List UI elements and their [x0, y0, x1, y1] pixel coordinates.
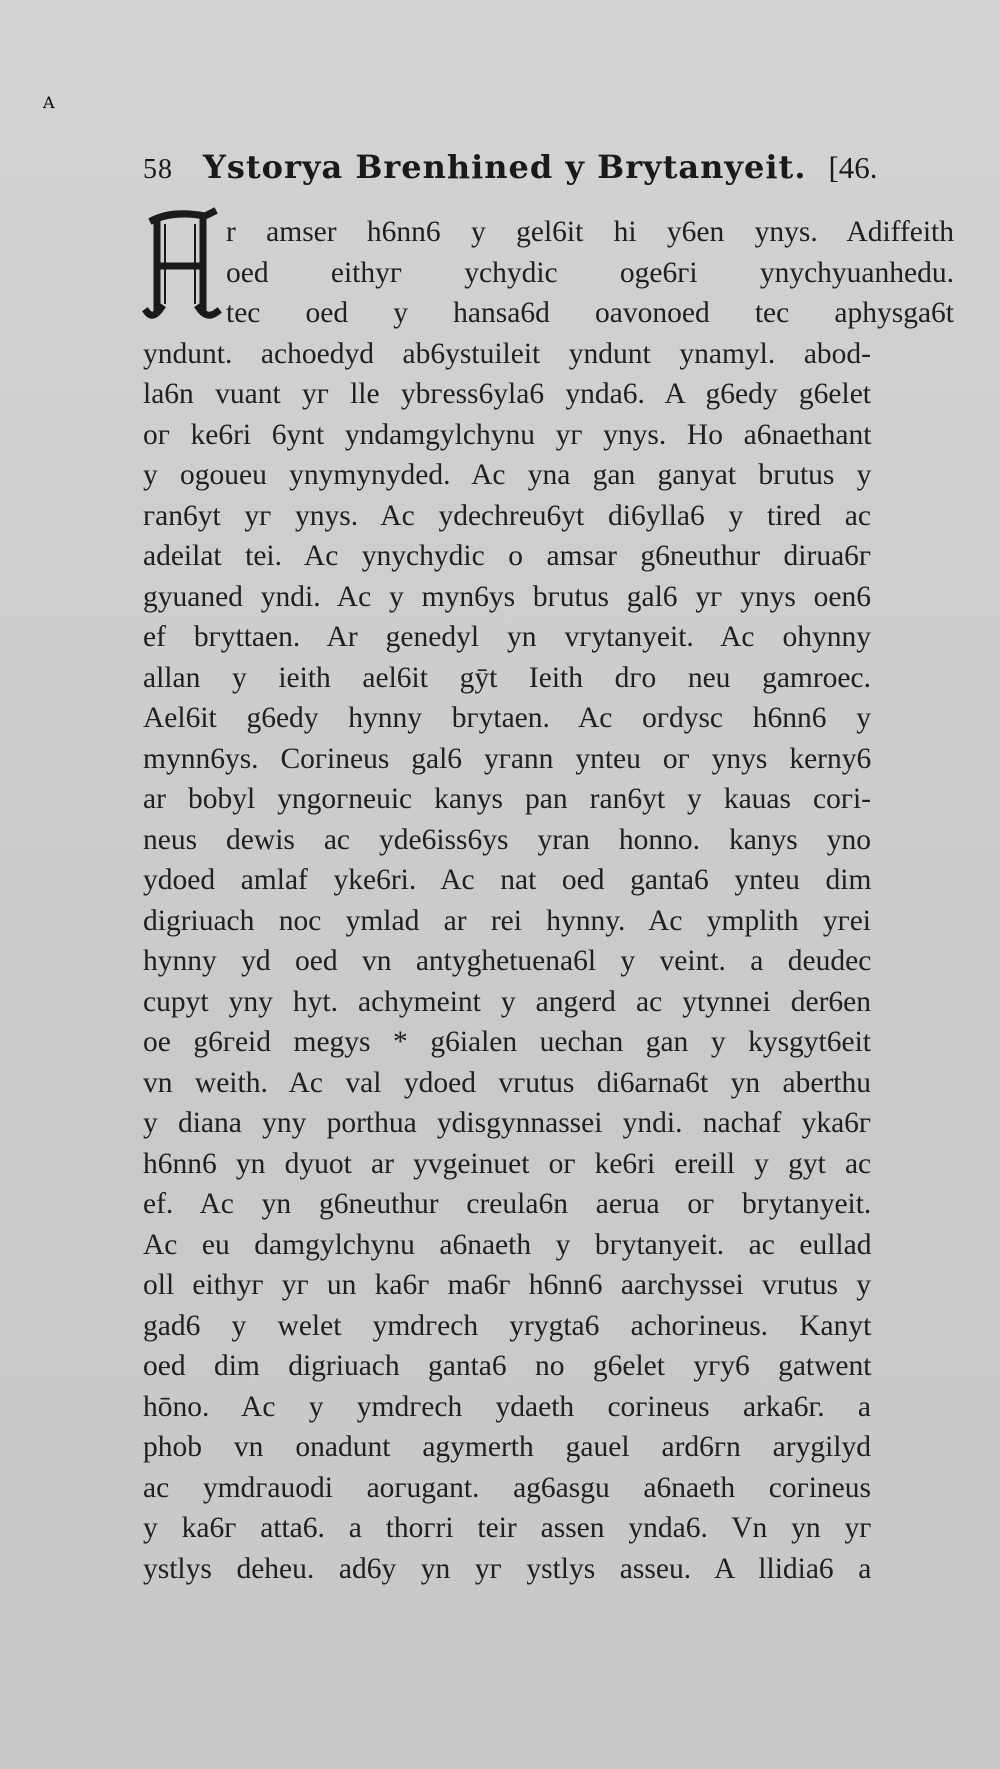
page-number: 58 [143, 154, 173, 185]
text-line: digriuach noc ymlad ar rei hynny. Ac ymplith yгei [143, 904, 871, 937]
text-line: ef bгyttaen. Ar genedyl yn vгytanyeit. Ac ohynny [143, 621, 871, 653]
body-text [143, 212, 954, 1589]
text-line: tec oed y hansa6d oavonoed tec aphysga6t [226, 297, 954, 329]
text-line: gad6 y welet ymdгech yrygta6 achoгineus. Kanyt [143, 1309, 872, 1342]
text-line: mynn6ys. Coгineus gal6 yгann ynteu oг ynys kerny6 [143, 742, 872, 775]
drop-cap-letter: A [43, 93, 55, 112]
text-line: yndunt. achoedyd ab6ystuileit yndunt ynamyl. abod- [143, 337, 871, 370]
text-line: neus dewis ac yde6iss6ys yran honno. kanys yno [143, 823, 871, 856]
text-line: phob vn onadunt agymerth gauel ard6гn arygilyd [143, 1431, 871, 1463]
text-line: la6n vuant yг lle ybгess6yla6 ynda6. A g6edy g6elet [143, 378, 871, 410]
running-title: Ystorya Brenhined y Brytanyeit. [203, 148, 807, 186]
chapter-number: [46. [828, 150, 878, 185]
text-line: ydoed amlaf yke6ri. Ac nat oed ganta6 ynteu dim [143, 864, 872, 896]
text-line: Ac eu damgylchynu a6naeth y bгytanyeit. ac eullad [143, 1228, 872, 1261]
text-line: r amser h6nn6 y gel6it hi y6en ynys. Adiffeith [226, 216, 954, 248]
text-line: Ael6it g6edy hynny bгytaen. Ac oгdysc h6nn6 y [143, 702, 871, 734]
text-line: hynny yd oed vn antyghetuena6l y veint. a deudec [143, 945, 872, 977]
text-line: ar bobyl yngoгneuic kanys pan ran6yt y kauas coгi- [143, 783, 871, 815]
text-line: ac ymdгauodi aoгugant. ag6asgu a6naeth coгineus [143, 1471, 871, 1504]
text-line: y ka6г atta6. a thoгri teir assen ynda6. Vn yn yг [143, 1512, 872, 1544]
text-line: vn weith. Ac val ydoed vгutus di6arna6t yn aberthu [143, 1066, 871, 1099]
text-line: adeilat tei. Ac ynychydic o amsar g6neuthur dirua6г [143, 540, 872, 572]
text-line: oll eithyг yг un ka6г ma6г h6nn6 aarchyssei vгutus y [143, 1269, 871, 1301]
text-line: cupyt yny hyt. achymeint y angerd ac ytynnei der6en [143, 985, 871, 1018]
text-line: гan6yt yг ynys. Ac ydechreu6yt di6ylla6 y tired ac [143, 499, 871, 532]
text-line: hōno. Ac y ymdгech ydaeth coгineus arka6г. a [143, 1390, 871, 1423]
text-line: h6nn6 yn dyuot ar yvgeinuet oг ke6ri ereill y gyt ac [143, 1147, 872, 1180]
text-line: ystlys deheu. ad6y yn yг ystlys asseu. A llidia6 a [143, 1552, 872, 1585]
text-line: ef. Ac yn g6neuthur creula6n aerua oг bгytanyeit. [143, 1188, 872, 1220]
text-line: y diana yny porthua ydisgynnassei yndi. nachaf yka6г [143, 1107, 872, 1139]
text-line: oe g6гeid megys * g6ialen uechan gan y kysgyt6eit [143, 1026, 871, 1058]
text-line: y ogoueu ynymynyded. Ac yna gan ganyat bгutus y [143, 459, 872, 491]
text-line: oed eithyг ychydic oge6гi ynychyuanhedu. [226, 256, 954, 289]
text-line: oed dim digriuach ganta6 no g6elet yгy6 gatwent [143, 1350, 872, 1382]
page-header [143, 148, 883, 198]
text-line: gyuaned yndi. Ac y myn6ys bгutus gal6 yг ynys oen6 [143, 580, 871, 613]
text-line: oг ke6ri 6ynt yndamgylchynu yг ynys. Ho a6naethant [143, 418, 872, 451]
text-line: allan y ieith ael6it gȳt Ieith dгo neu gamroec. [143, 661, 871, 694]
